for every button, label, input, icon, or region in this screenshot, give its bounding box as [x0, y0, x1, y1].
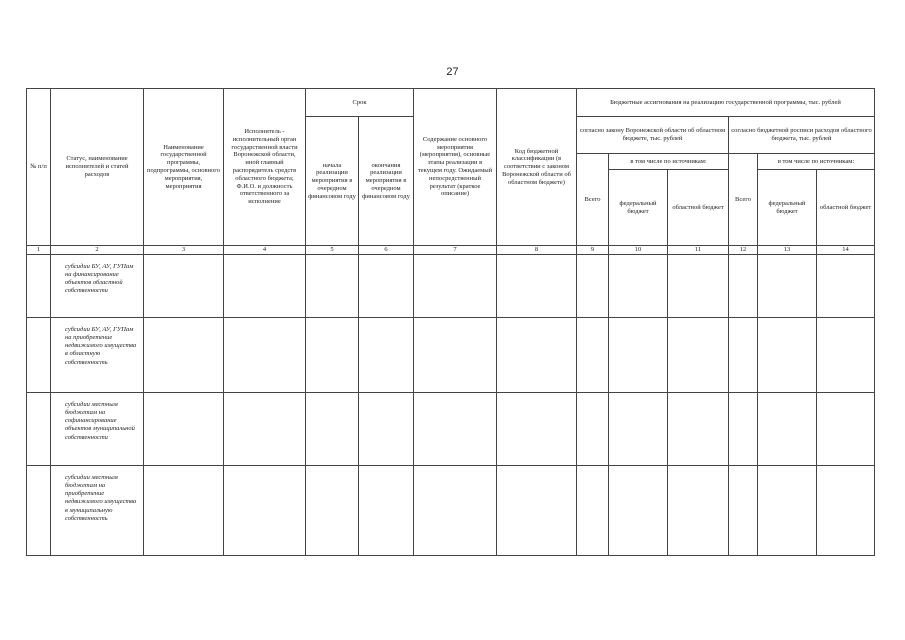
header-roster-total: Всего	[729, 154, 758, 246]
header-srok: Срок	[306, 89, 414, 117]
header-law-federal: федеральный бюджет	[609, 170, 668, 246]
header-allocations: Бюджетные ассигнования на реализацию государственной программы, тыс. рублей	[577, 89, 875, 117]
header-col-7: Содержание основного мероприятия (мероприятия), основные этапы реализации в текущем году. Ожидаемый непосредственный результат (краткое описание)	[414, 89, 497, 246]
row-label: субсидии местным бюджетам на приобретение недвижимого имущества в муниципальную собственность	[51, 466, 144, 556]
column-number: 8	[497, 246, 577, 255]
row-label: субсидии БУ, АУ, ГУПам на приобретение недвижимого имущества в областную собственность	[51, 318, 144, 393]
header-col-8: Код бюджетной классификации (в соответствии с законом Воронежской области об областном бюджете)	[497, 89, 577, 246]
budget-allocation-table	[26, 88, 875, 556]
row-label: субсидии БУ, АУ, ГУПам на финансирование объектов областной собственности	[51, 255, 144, 318]
header-col-2: Статус, наименование исполнителей и статей расходов	[51, 89, 144, 246]
header-law-total: Всего	[577, 154, 609, 246]
table-row	[27, 393, 875, 466]
header-by-law: согласно закону Воронежской области об областном бюджете, тыс. рублей	[577, 117, 729, 154]
header-law-sources: в том числе по источникам:	[609, 154, 729, 170]
column-number: 14	[817, 246, 875, 255]
header-col-6: окончания реализации мероприятия в очередном финансовом году	[359, 117, 414, 246]
column-number: 3	[144, 246, 224, 255]
column-number: 10	[609, 246, 668, 255]
header-col-4: Исполнитель - исполнительный орган государственной власти Воронежской области, иной главный распорядитель средств областного бюджета; Ф.И.О. и должность ответственного за исполнение	[224, 89, 306, 246]
header-by-roster: согласно бюджетной росписи расходов областного бюджета, тыс. рублей	[729, 117, 875, 154]
header-roster-federal: федеральный бюджет	[758, 170, 817, 246]
header-roster-sources: в том числе по источникам:	[758, 154, 875, 170]
column-number: 4	[224, 246, 306, 255]
header-roster-regional: областной бюджет	[817, 170, 875, 246]
column-number: 5	[306, 246, 359, 255]
column-number: 11	[668, 246, 729, 255]
header-col-1: № п/п	[27, 89, 51, 246]
header-col-3: Наименование государственной программы, подпрограммы, основного мероприятия, мероприятия	[144, 89, 224, 246]
table-row	[27, 255, 875, 318]
header-col-5: начала реализации мероприятия в очередном финансовом году	[306, 117, 359, 246]
column-number: 6	[359, 246, 414, 255]
row-label: субсидии местным бюджетам на софинансирование объектов муниципальной собственности	[51, 393, 144, 466]
column-number: 12	[729, 246, 758, 255]
table-row	[27, 466, 875, 556]
column-number: 9	[577, 246, 609, 255]
column-number: 2	[51, 246, 144, 255]
table-row	[27, 318, 875, 393]
column-number: 7	[414, 246, 497, 255]
header-law-regional: областной бюджет	[668, 170, 729, 246]
page-number: 27	[446, 66, 459, 78]
column-number: 13	[758, 246, 817, 255]
column-number: 1	[27, 246, 51, 255]
column-number-row	[27, 246, 875, 255]
